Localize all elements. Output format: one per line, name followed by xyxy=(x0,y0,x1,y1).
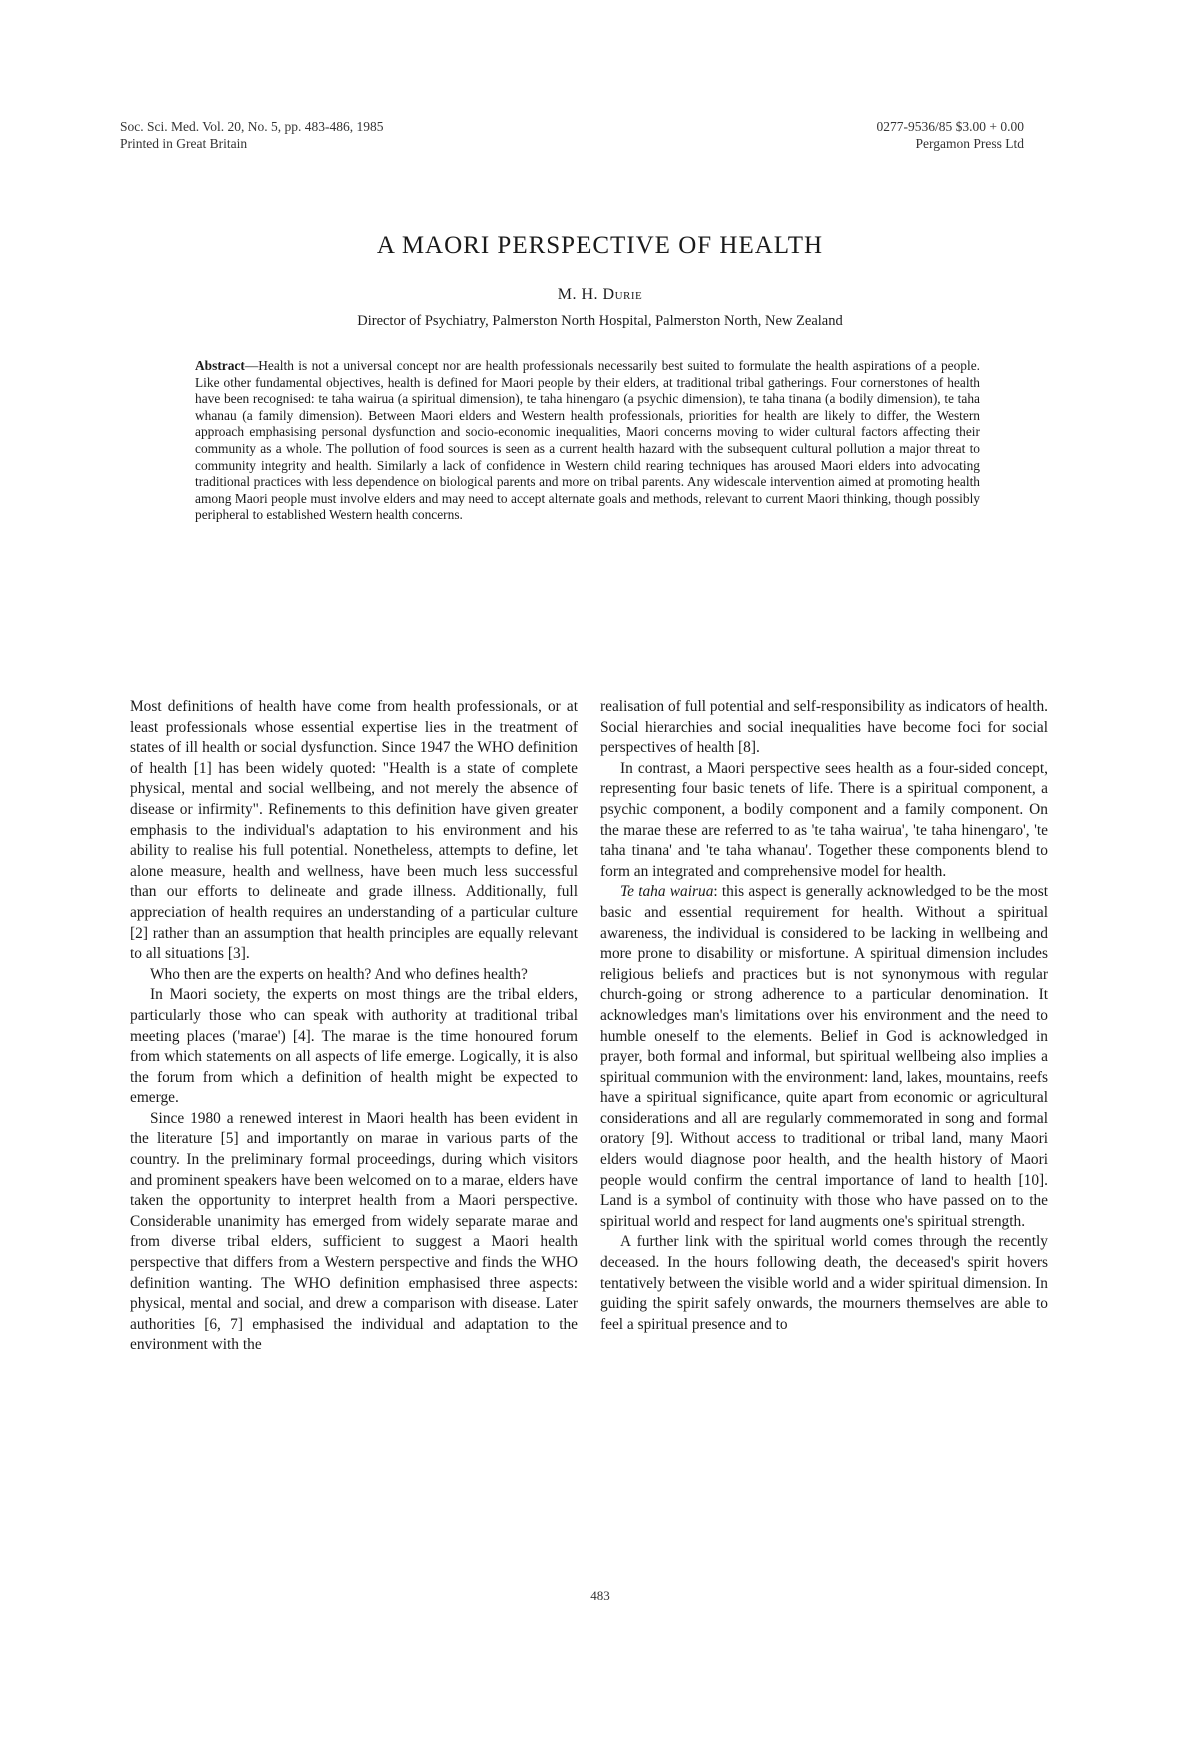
page-number: 483 xyxy=(590,1588,610,1603)
right-column xyxy=(600,697,1048,1335)
code-line-2: Pergamon Press Ltd xyxy=(915,136,1024,151)
right-paragraph-3-text: : this aspect is generally acknowledged to be the most basic and essential requirement for health. Without a spiritual awareness, the individual is considered to be lacking in wellbeing and more prone to disability or misfortune. A spiritual dimension includes religious beliefs and practices but is not synonymous with regular church-going or strong adherence to a particular denomination. It acknowledges man's limitations over his environment and the need to humble oneself to the elements. Belief in God is acknowledged in prayer, both formal and informal, but spiritual wellbeing also implies a spiritual communion with the environment: land, lakes, mountains, reefs have a spiritual significance, quite apart from economic or agricultural considerations and all are regularly commemorated in song and formal oratory [9]. Without access to traditional or tribal land, many Maori elders would diagnose poor health, and the health history of Maori people would confirm the central importance of land to health [10]. Land is a symbol of continuity with those who have passed on to the spiritual world and respect for land augments one's spiritual strength. xyxy=(600,883,1048,1230)
right-paragraph-1: realisation of full potential and self-responsibility as indicators of health. Social hierarchies and social inequalities have become foci for social perspectives of health [8]. xyxy=(600,698,1048,757)
te-taha-wairua-heading: Te taha wairua xyxy=(620,883,714,901)
left-paragraph-4: Since 1980 a renewed interest in Maori health has been evident in the literature [5] and importantly on marae in various parts of the country. In the preliminary formal proceedings, during which visitors and prominent speakers have been welcomed on to a marae, elders have taken the opportunity to interpret health from a Maori perspective. Considerable unanimity has emerged from widely separate marae and from diverse tribal elders, sufficient to suggest a Maori health perspective that differs from a Western perspective and finds the WHO definition wanting. The WHO definition emphasised three aspects: physical, mental and social, and drew a comparison with disease. Later authorities [6, 7] emphasised the individual and adaptation to the environment with the xyxy=(130,1109,578,1354)
right-paragraph-2: In contrast, a Maori perspective sees health as a four-sided concept, representing four basic tenets of life. There is a spiritual component, a psychic component, a bodily component and a family component. On the marae these are referred to as 'te taha wairua', 'te taha hinengaro', 'te taha tinana' and 'te taha whanau'. Together these components blend to form an integrated and comprehensive model for health. xyxy=(600,759,1048,880)
left-paragraph-3: In Maori society, the experts on most things are the tribal elders, particularly those who can speak with authority at traditional tribal meeting places ('marae') [4]. The marae is the time honoured forum from which statements on all aspects of life emerge. Logically, it is also the forum from which a definition of health might be expected to emerge. xyxy=(130,986,578,1107)
article-title: A MAORI PERSPECTIVE OF HEALTH xyxy=(376,232,824,259)
journal-citation xyxy=(120,118,384,152)
left-paragraph-1: Most definitions of health have come from health professionals, or at least professionals whose essential expertise lies in the treatment of states of ill health or social dysfunction. Since 1947 the WHO definition of health [1] has been widely quoted: "Health is a state of complete physical, mental and social wellbeing, and not merely the absence of disease or infirmity". Refinements to this definition have given greater emphasis to the individual's adaptation to his environment and his ability to realise his full potential. Nonetheless, attempts to define, let alone measure, health and wellness, have been much less successful than our efforts to delineate and grade illness. Additionally, full appreciation of health requires an understanding of a particular culture [2] rather than an assumption that health principles are equally relevant to all situations [3]. xyxy=(130,698,578,963)
code-line-1: 0277-9536/85 $3.00 + 0.00 xyxy=(876,119,1024,134)
right-paragraph-3 xyxy=(600,882,1048,1232)
article-author: M. H. Durie xyxy=(557,286,643,303)
author-affiliation: Director of Psychiatry, Palmerston North Hospital, Palmerston North, New Zealand xyxy=(357,313,843,329)
abstract-label: Abstract xyxy=(195,358,245,373)
left-paragraph-2: Who then are the experts on health? And who defines health? xyxy=(150,965,528,983)
journal-line-2: Printed in Great Britain xyxy=(120,136,248,151)
right-paragraph-4: A further link with the spiritual world comes through the recently deceased. In the hours following death, the deceased's spirit hovers tentatively between the visible world and a wider spiritual dimension. In guiding the spirit safely onwards, the mourners themselves are able to feel a spiritual presence and to xyxy=(600,1233,1048,1333)
abstract-text: —Health is not a universal concept nor are health professionals necessarily best suited to formulate the health aspirations of a people. Like other fundamental objectives, health is defined for Maori people by their elders, at traditional tribal gatherings. Four cornerstones of health have been recognised: te taha wairua (a spiritual dimension), te taha hinengaro (a psychic dimension), te taha tinana (a bodily dimension), te taha whanau (a family dimension). Between Maori elders and Western health professionals, priorities for health are likely to differ, the Western approach emphasising personal dysfunction and socio-economic inequalities, Maori concerns moving to wider cultural factors affecting their community as a whole. The pollution of food sources is seen as a current health hazard with the subsequent cultural pollution a major threat to community integrity and health. Similarly a lack of confidence in Western child rearing techniques has aroused Maori elders into advocating traditional practices with less dependence on biological parents and more on tribal parents. Any widescale intervention aimed at promoting health among Maori people must involve elders and may need to accept alternate goals and methods, relevant to current Maori thinking, though possibly peripheral to established Western health concerns. xyxy=(195,358,980,523)
publisher-code xyxy=(877,118,1025,152)
journal-line-1: Soc. Sci. Med. Vol. 20, No. 5, pp. 483-486, 1985 xyxy=(120,119,384,134)
abstract xyxy=(195,358,980,524)
left-column xyxy=(130,697,578,1356)
